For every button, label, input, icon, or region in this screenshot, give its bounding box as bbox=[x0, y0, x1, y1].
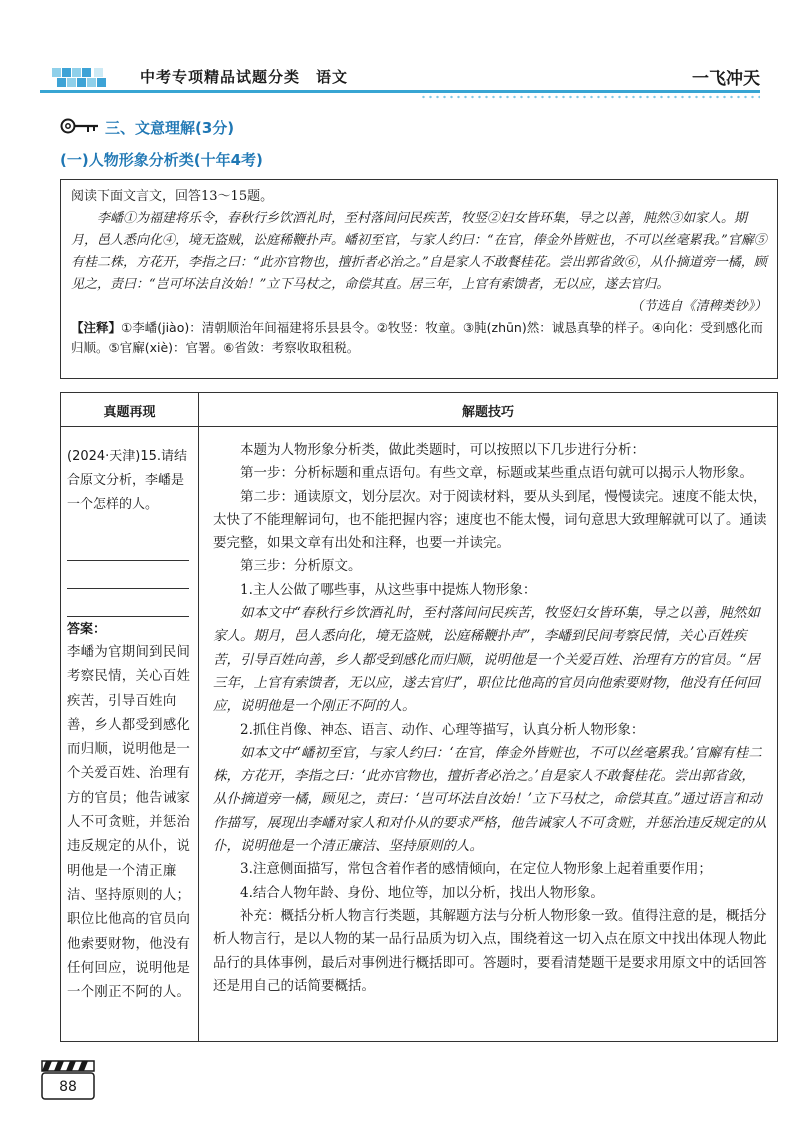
section-heading bbox=[60, 114, 360, 140]
technique-paragraph: 补充：概括分析人物言行类题，其解题方法与分析人物形象一致。值得注意的是，概括分析人物言行，是以人物的某一品行品质为切入点，围绕着这一切入点在原文中找出体现人物此品行的具体事例，最后对事例进行概括即可。答题时，要看清楚题干是要求用原文中的话回答还是用自己的话简要概括。 bbox=[213, 907, 767, 994]
technique-paragraph: 2.抓住肖像、神态、语言、动作、心理等描写，认真分析人物形象： bbox=[240, 721, 645, 738]
section-title: 三、文意理解(3分) bbox=[105, 119, 235, 137]
notes-label: 【注释】 bbox=[71, 320, 122, 335]
key-icon bbox=[60, 114, 100, 138]
technique-paragraph: 第二步：通读原文，划分层次。对于阅读材料，要从头到尾，慢慢读完。速度不能太快，太快了不能理解词句，也不能把握内容；速度也不能太慢，词句意思大致理解就可以了。通读要完整，如果文章有出处和注释，也要一并读完。 bbox=[213, 488, 767, 552]
answer-label: 答案： bbox=[67, 622, 107, 637]
header-dots bbox=[420, 94, 760, 100]
page-number: 88 bbox=[59, 1079, 77, 1095]
subsection-title: (一)人物形象分析类(十年4考) bbox=[60, 151, 263, 169]
column-divider bbox=[198, 393, 199, 1041]
header-title: 中考专项精品试题分类 语文 bbox=[140, 68, 349, 86]
technique-paragraph: 本题为人物形象分析类，做此类题时，可以按照以下几步进行分析： bbox=[240, 442, 645, 458]
passage-source: （节选自《清稗类钞》） bbox=[630, 299, 767, 314]
technique-paragraph: 第一步：分析标题和重点语句。有些文章，标题或某些重点语句就可以揭示人物形象。 bbox=[240, 465, 753, 482]
table-header-right: 解题技巧 bbox=[461, 405, 514, 420]
technique-paragraph: 第三步：分析原文。 bbox=[240, 558, 362, 575]
header-brand: 一飞冲天 bbox=[692, 69, 760, 89]
checker-squares-icon bbox=[52, 62, 132, 92]
answer-line bbox=[67, 561, 189, 589]
notes-text: ①李嶓(jiào)：清朝顺治年间福建将乐县县令。②牧竖：牧童。③肫(zhūn)然：诚恳真挚的样子。④向化：受到感化而归顺。⑤官廨(xiè)：官署。⑥省敛：考察收取租税。 bbox=[71, 320, 763, 355]
technique-paragraph: 如本文中“春秋行乡饮酒礼时，至村落间问民疾苦，牧竖妇女皆环集，导之以善，肫然如家人。期月，邑人悉向化，境无盗贼，讼庭稀鞭扑声”，李嶓到民间考察民情，关心百姓疾苦，引导百姓向善，乡人都受到感化而归顺，说明他是一个关爱百姓、治理有方的官员。“居三年，上官有索馈者，无以应，遂去官归”，职位比他高的官员向他索要财物，他没有任何回应，说明他是一个刚正不阿的人。 bbox=[213, 605, 760, 715]
analysis-table bbox=[60, 392, 778, 1042]
table-header-left: 真题再现 bbox=[103, 405, 156, 420]
answer-lines bbox=[67, 533, 189, 617]
passage-box bbox=[60, 179, 778, 379]
passage-paragraph: 李嶓①为福建将乐令，春秋行乡饮酒礼时，至村落间问民疾苦，牧竖②妇女皆环集，导之以善，肫然③如家人。期月，邑人悉向化④，境无盗贼，讼庭稀鞭扑声。嶓初至官，与家人约曰：“在官，俸金外皆赃也，不可以丝毫累我。”官廨⑤有桂二株，方花开，李指之曰：“此亦官物也，擅折者必治之。”自是家人不敢餐桂花。尝出郭省敛⑥，从仆摘道旁一橘，顾见之，责曰：“岂可坏法自汝始！”立下马杖之，命偿其直。居三年，上官有索馈者，无以应，遂去官归。 bbox=[71, 211, 767, 292]
question-text: (2024·天津)15.请结合原文分析，李嶓是一个怎样的人。 bbox=[67, 449, 188, 512]
passage-intro: 阅读下面文言文，回答13～15题。 bbox=[71, 189, 274, 204]
passage-notes bbox=[71, 318, 767, 358]
answer-line bbox=[67, 589, 189, 617]
answer-text: 李嶓为官期间到民间考察民情，关心百姓疾苦，引导百姓向善，乡人都受到感化而归顺，说明他是一个关爱百姓、治理有方的官员；他告诫家人不可贪赃，并惩治违反规定的从仆，说明他是一个清正廉洁、坚持原则的人；职位比他高的官员向他索要财物，他没有任何回应，说明他是一个刚正不阿的人。 bbox=[67, 645, 191, 1001]
header-divider bbox=[40, 90, 760, 93]
technique-paragraph: 3.注意侧面描写，常包含着作者的感情倾向，在定位人物形象上起着重要作用； bbox=[240, 861, 712, 878]
technique-column bbox=[213, 439, 768, 998]
table-header-row bbox=[61, 393, 777, 427]
answer-line bbox=[67, 533, 189, 561]
technique-paragraph: 1.主人公做了哪些事，从这些事中提炼人物形象： bbox=[240, 581, 537, 598]
technique-paragraph: 4.结合人物年龄、身份、地位等，加以分析，找出人物形象。 bbox=[240, 884, 604, 901]
page-badge bbox=[38, 1057, 98, 1105]
technique-paragraph: 如本文中“嶓初至官，与家人约曰：‘在官，俸金外皆赃也，不可以丝毫累我。’官廨有桂二株，方花开，李指之曰：‘此亦官物也，擅折者必治之。’自是家人不敢餐桂花。尝出郭省敛，从仆摘道旁一橘，顾见之，责曰：‘岂可坏法自汝始！’立下马杖之，命偿其直。”通过语言和动作描写，展现出李嶓对家人和对仆从的要求严格，他告诫家人不可贪赃，并惩治违反规定的从仆，说明他是一个清正廉洁、坚持原则的人。 bbox=[213, 744, 767, 855]
